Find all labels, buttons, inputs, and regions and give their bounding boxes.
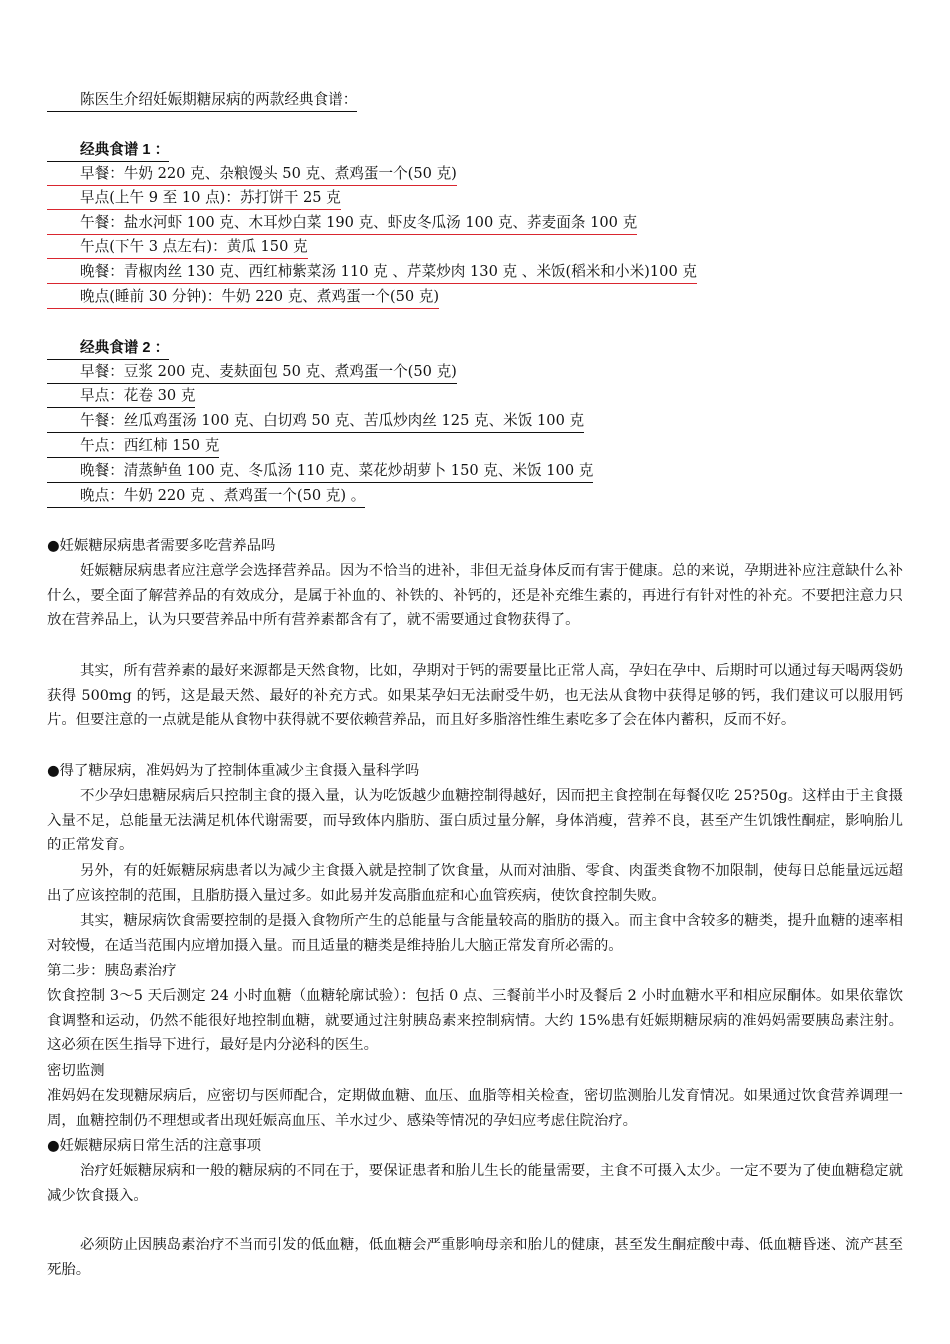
section-heading: 密切监测	[47, 1063, 105, 1079]
recipe1-item: 午餐：盐水河虾 100 克、木耳炒白菜 190 克、虾皮冬瓜汤 100 克、荞麦面条 100 克	[47, 213, 637, 235]
recipe1-item: 早餐：牛奶 220 克、杂粮馒头 50 克、煮鸡蛋一个(50 克)	[47, 164, 457, 186]
recipe2-item: 晚点：牛奶 220 克 、煮鸡蛋一个(50 克) 。	[47, 486, 365, 508]
body-paragraph: 准妈妈在发现糖尿病后，应密切与医师配合，定期做血糖、血压、血脂等相关检查，密切监测胎儿发育情况。如果通过饮食营养调理一周，血糖控制仍不理想或者出现妊娠高血压、羊水过少、感染等情况的孕妇应考虑住院治疗。	[47, 1088, 903, 1129]
body-paragraph: 其实，糖尿病饮食需要控制的是摄入食物所产生的总能量与含能量较高的脂肪的摄入。而主食中含较多的糖类，提升血糖的速率相对较慢，在适当范围内应增加摄入量。而且适量的糖类是维持胎儿大脑正常发育所必需的。	[47, 913, 903, 954]
recipe1-item: 午点(下午 3 点左右)：黄瓜 150 克	[47, 237, 308, 259]
section-heading: ●妊娠糖尿病患者需要多吃营养品吗	[47, 538, 276, 554]
body-paragraph: 不少孕妇患糖尿病后只控制主食的摄入量，认为吃饭越少血糖控制得越好，因而把主食控制在每餐仅吃 25?50g。这样由于主食摄入量不足，总能量无法满足机体代谢需要，而导致体内脂肪、蛋白质过量分解，身体消瘦，营养不良，甚至产生饥饿性酮症，影响胎儿的正常发育。	[47, 788, 903, 854]
body-paragraph: 饮食控制 3～5 天后测定 24 小时血糖（血糖轮廓试验）：包括 0 点、三餐前半小时及餐后 2 小时血糖水平和相应尿酮体。如果依靠饮食调整和运动，仍然不能很好地控制血糖，就要通过注射胰岛素来控制病情。大约 15%患有妊娠期糖尿病的准妈妈需要胰岛素注射。这必须在医生指导下进行，最好是内分泌科的医生。	[47, 988, 903, 1054]
intro-line	[47, 90, 357, 112]
section-heading: ●得了糖尿病，准妈妈为了控制体重减少主食摄入量科学吗	[47, 763, 420, 779]
recipe2-item: 早点：花卷 30 克	[47, 386, 195, 408]
body-paragraph: 其实，所有营养素的最好来源都是天然食物，比如，孕期对于钙的需要量比正常人高，孕妇在孕中、后期时可以通过每天喝两袋奶获得 500mg 的钙，这是最天然、最好的补充方式。如果某孕妇无法耐受牛奶，也无法从食物中获得足够的钙，我们建议可以服用钙片。但要注意的一点就是能从食物中获得就不要依赖营养品，而且好多脂溶性维生素吃多了会在体内蓄积，反而不好。	[47, 663, 903, 729]
intro-text: 陈医生介绍妊娠期糖尿病的两款经典食谱：	[80, 91, 358, 108]
recipe1-item: 晚餐：青椒肉丝 130 克、西红柿紫菜汤 110 克 、芹菜炒肉 130 克 、米饭(稻米和小米)100 克	[47, 262, 697, 284]
body-paragraph: 治疗妊娠糖尿病和一般的糖尿病的不同在于，要保证患者和胎儿生长的能量需要，主食不可摄入太少。一定不要为了使血糖稳定就减少饮食摄入。	[47, 1163, 903, 1204]
body-paragraph: 妊娠糖尿病患者应注意学会选择营养品。因为不恰当的进补，非但无益身体反而有害于健康。总的来说，孕期进补应注意缺什么补什么，要全面了解营养品的有效成分，是属于补血的、补铁的、补钙的，还是补充维生素的，再进行有针对性的补充。不要把注意力只放在营养品上，认为只要营养品中所有营养素都含有了，就不需要通过食物获得了。	[47, 563, 903, 629]
recipe1-title: 经典食谱 1 ：	[47, 140, 169, 162]
recipe2-item: 早餐：豆浆 200 克、麦麸面包 50 克、煮鸡蛋一个(50 克)	[47, 362, 457, 384]
body-paragraph: 另外，有的妊娠糖尿病患者以为减少主食摄入就是控制了饮食量，从而对油脂、零食、肉蛋类食物不加限制，使每日总能量远远超出了应该控制的范围，且脂肪摄入量过多。如此易并发高脂血症和心血管疾病，使饮食控制失败。	[47, 863, 903, 904]
recipe2-item: 午点：西红柿 150 克	[47, 436, 219, 458]
section-heading: 第二步：胰岛素治疗	[47, 963, 177, 979]
recipe2-item: 午餐：丝瓜鸡蛋汤 100 克、白切鸡 50 克、苦瓜炒肉丝 125 克、米饭 100 克	[47, 411, 584, 433]
recipe1-item: 早点(上午 9 至 10 点)：苏打饼干 25 克	[47, 188, 341, 210]
recipe2-item: 晚餐：清蒸鲈鱼 100 克、冬瓜汤 110 克、菜花炒胡萝卜 150 克、米饭 100 克	[47, 461, 593, 483]
recipe1-item: 晚点(睡前 30 分钟)：牛奶 220 克、煮鸡蛋一个(50 克)	[47, 287, 439, 309]
body-paragraph: 必须防止因胰岛素治疗不当而引发的低血糖，低血糖会严重影响母亲和胎儿的健康，甚至发生酮症酸中毒、低血糖昏迷、流产甚至死胎。	[47, 1237, 903, 1278]
section-heading: ●妊娠糖尿病日常生活的注意事项	[47, 1138, 262, 1154]
recipe2-title: 经典食谱 2 ：	[47, 338, 169, 360]
